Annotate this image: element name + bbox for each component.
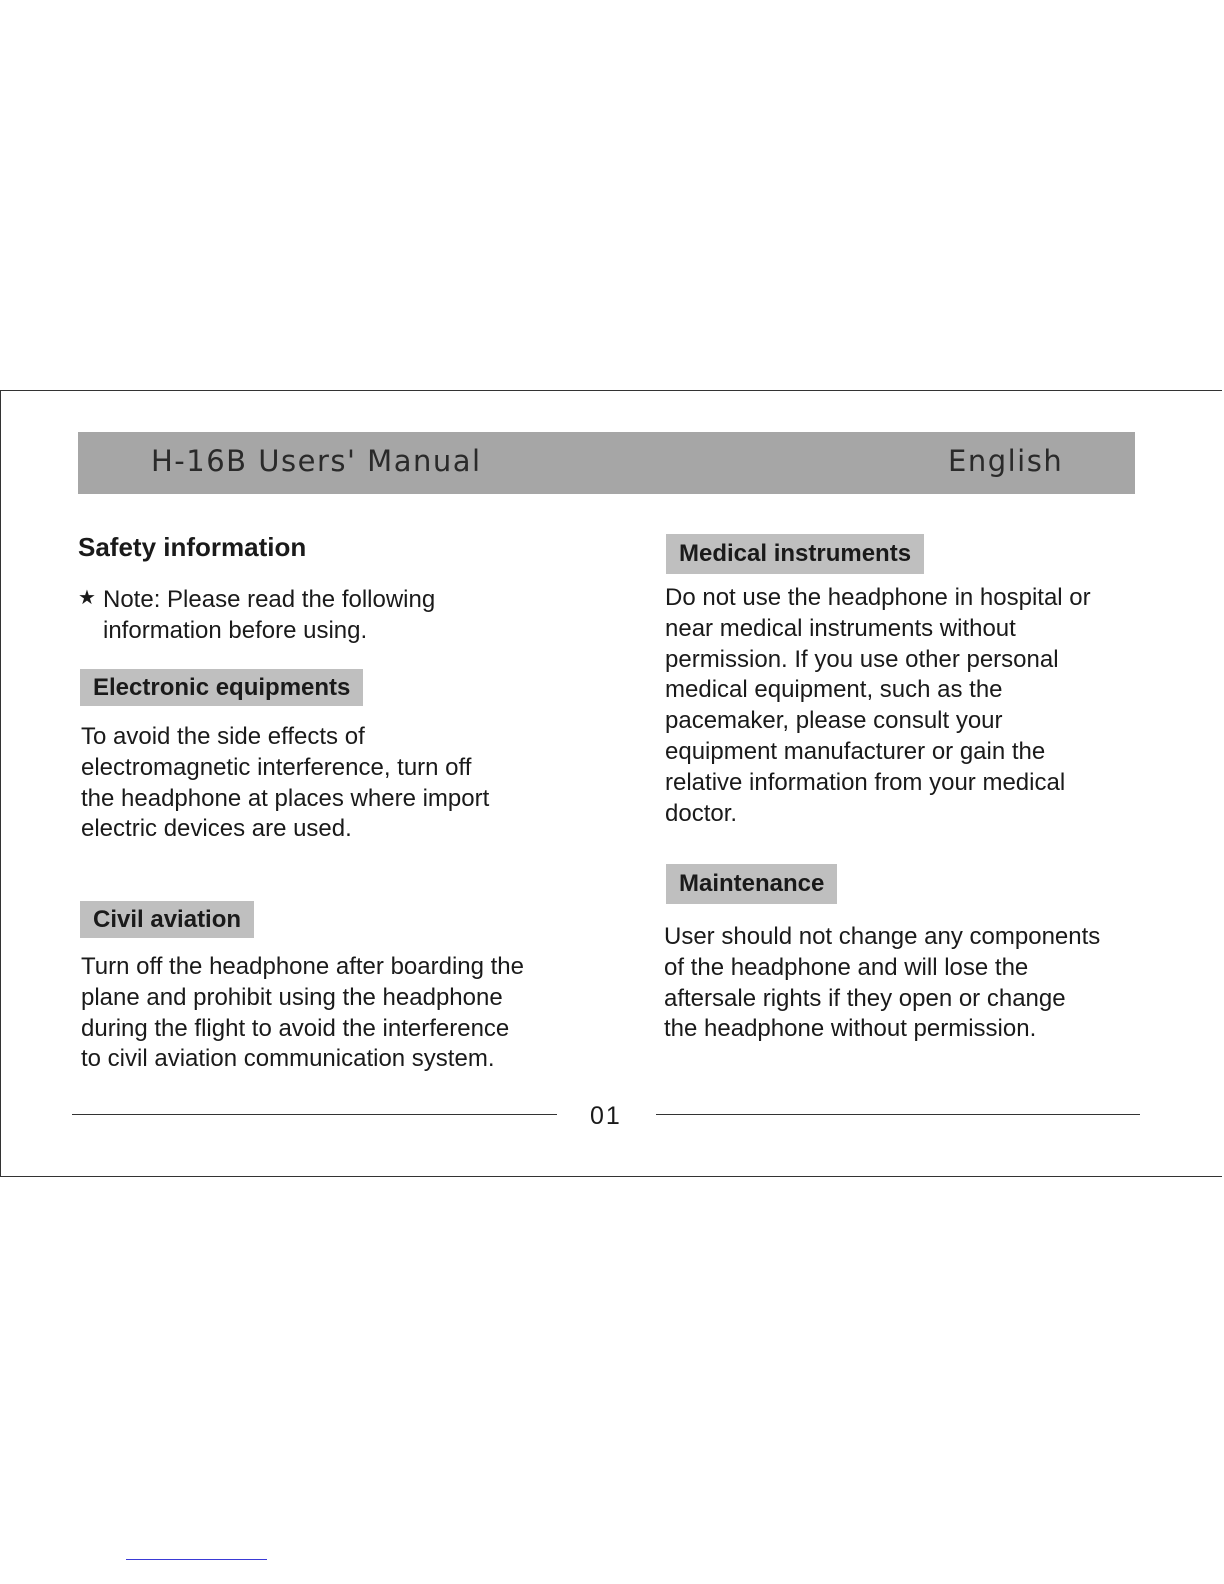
maintenance-heading: Maintenance — [666, 864, 837, 904]
electronic-equipments-text: To avoid the side effects of electromagnetic interference, turn off the headphone at places where import electric devices are used. — [81, 723, 490, 843]
manual-title: H-16B Users' Manual — [151, 444, 482, 478]
medical-instruments-text: Do not use the headphone in hospital or near medical instruments without permission. If you use other personal medical equipment, such as the pacemaker, please consult your equipment manufacturer or gain the relative information from your medical doctor. — [665, 584, 1091, 827]
safety-note — [78, 584, 523, 646]
medical-instruments-heading: Medical instruments — [666, 534, 924, 574]
footer-rule-right — [656, 1114, 1140, 1115]
language-label: English — [948, 444, 1064, 478]
civil-aviation-text: Turn off the headphone after boarding the plane and prohibit using the headphone during the flight to avoid the interference to civil aviation communication system. — [81, 953, 525, 1073]
page-number: 01 — [590, 1102, 622, 1130]
footer-rule-left — [72, 1114, 557, 1115]
safety-information-heading: Safety information — [78, 532, 307, 562]
maintenance-text: User should not change any components of the headphone and will lose the aftersale rights if they open or change the headphone without permission. — [664, 923, 1101, 1043]
electronic-equipments-heading: Electronic equipments — [80, 669, 363, 706]
civil-aviation-heading: Civil aviation — [80, 901, 254, 938]
note-text: Note: Please read the following information before using. — [103, 586, 436, 644]
star-icon: ★ — [78, 585, 96, 609]
underline-mark — [126, 1559, 267, 1560]
